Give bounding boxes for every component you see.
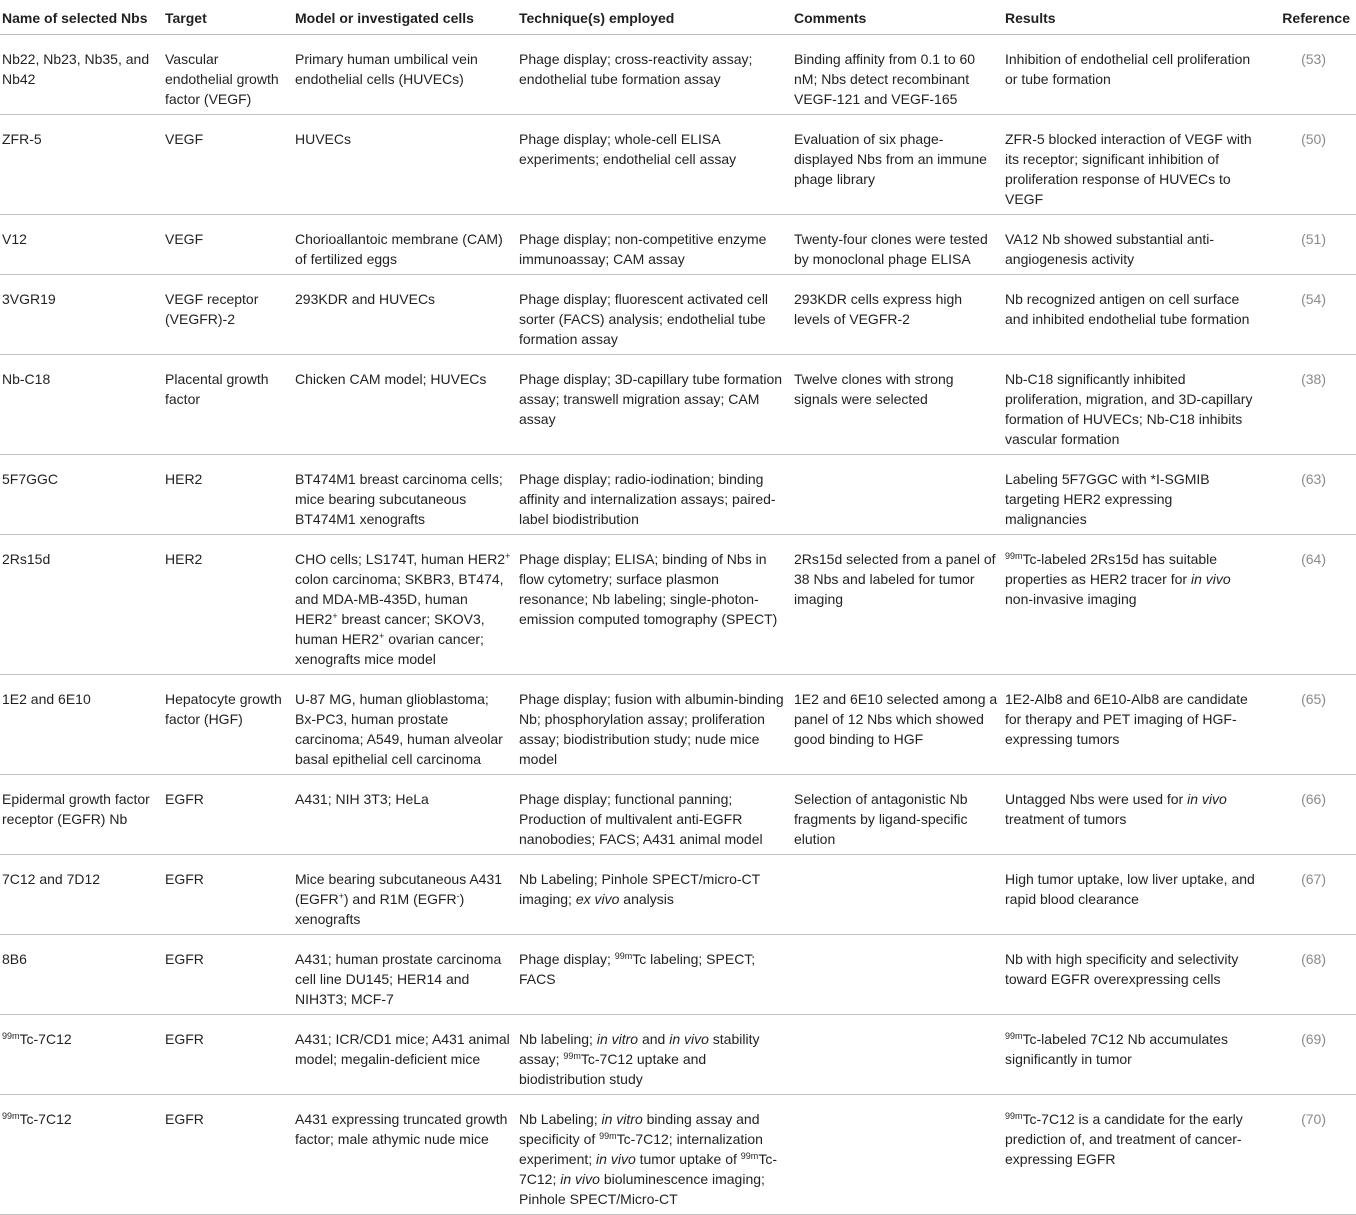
cell-reference[interactable]: (51) bbox=[1261, 215, 1356, 275]
header-reference: Reference bbox=[1261, 0, 1356, 35]
cell-name: 1E2 and 6E10 bbox=[0, 675, 163, 775]
cell-model: A431 expressing truncated growth factor; male athymic nude mice bbox=[293, 1095, 517, 1215]
header-name: Name of selected Nbs bbox=[0, 0, 163, 35]
cell-name: Nb22, Nb23, Nb35, and Nb42 bbox=[0, 35, 163, 115]
cell-results: Labeling 5F7GGC with *I-SGMIB targeting HER2 expressing malignancies bbox=[1003, 455, 1261, 535]
cell-model: Chicken CAM model; HUVECs bbox=[293, 355, 517, 455]
cell-model: A431; ICR/CD1 mice; A431 animal model; megalin-deficient mice bbox=[293, 1015, 517, 1095]
cell-results: $^{99m}$Tc-labeled 2Rs15d has suitable properties as HER2 tracer for in vivo non-invasive imaging bbox=[1003, 535, 1261, 675]
cell-reference[interactable]: (70) bbox=[1261, 1095, 1356, 1215]
cell-reference[interactable]: (54) bbox=[1261, 275, 1356, 355]
table-row bbox=[0, 935, 1356, 1015]
cell-name: 7C12 and 7D12 bbox=[0, 855, 163, 935]
cell-model: 293KDR and HUVECs bbox=[293, 275, 517, 355]
header-model: Model or investigated cells bbox=[293, 0, 517, 35]
cell-comments: Twelve clones with strong signals were selected bbox=[792, 355, 1003, 455]
cell-results: Untagged Nbs were used for in vivo treatment of tumors bbox=[1003, 775, 1261, 855]
cell-reference[interactable]: (65) bbox=[1261, 675, 1356, 775]
cell-target: EGFR bbox=[163, 1015, 293, 1095]
cell-model: CHO cells; LS174T, human HER2+ colon carcinoma; SKBR3, BT474, and MDA-MB-435D, human HER2+ breast cancer; SKOV3, human HER2+ ovarian cancer; xenografts mice model bbox=[293, 535, 517, 675]
cell-reference[interactable]: (69) bbox=[1261, 1015, 1356, 1095]
cell-target: Vascular endothelial growth factor (VEGF) bbox=[163, 35, 293, 115]
header-results: Results bbox=[1003, 0, 1261, 35]
cell-reference[interactable]: (63) bbox=[1261, 455, 1356, 535]
cell-technique: Phage display; ELISA; binding of Nbs in flow cytometry; surface plasmon resonance; Nb labeling; single-photon-emission computed tomography (SPECT) bbox=[517, 535, 792, 675]
cell-comments bbox=[792, 1015, 1003, 1095]
cell-technique: Phage display; whole-cell ELISA experiments; endothelial cell assay bbox=[517, 115, 792, 215]
cell-results: ZFR-5 blocked interaction of VEGF with its receptor; significant inhibition of proliferation response of HUVECs to VEGF bbox=[1003, 115, 1261, 215]
cell-model: BT474M1 breast carcinoma cells; mice bearing subcutaneous BT474M1 xenografts bbox=[293, 455, 517, 535]
cell-technique: Phage display; fusion with albumin-binding Nb; phosphorylation assay; proliferation assay; biodistribution study; nude mice model bbox=[517, 675, 792, 775]
table-row bbox=[0, 275, 1356, 355]
cell-reference[interactable]: (66) bbox=[1261, 775, 1356, 855]
cell-reference[interactable]: (38) bbox=[1261, 355, 1356, 455]
cell-comments: Binding affinity from 0.1 to 60 nM; Nbs detect recombinant VEGF-121 and VEGF-165 bbox=[792, 35, 1003, 115]
cell-target: HER2 bbox=[163, 535, 293, 675]
cell-technique: Phage display; fluorescent activated cell sorter (FACS) analysis; endothelial tube formation assay bbox=[517, 275, 792, 355]
header-target: Target bbox=[163, 0, 293, 35]
cell-reference[interactable]: (53) bbox=[1261, 35, 1356, 115]
cell-model: A431; human prostate carcinoma cell line DU145; HER14 and NIH3T3; MCF-7 bbox=[293, 935, 517, 1015]
table-row bbox=[0, 455, 1356, 535]
cell-technique: Phage display; functional panning; Production of multivalent anti-EGFR nanobodies; FACS; A431 animal model bbox=[517, 775, 792, 855]
cell-name: Nb-C18 bbox=[0, 355, 163, 455]
table-row bbox=[0, 215, 1356, 275]
table-row bbox=[0, 675, 1356, 775]
table-row bbox=[0, 1095, 1356, 1215]
cell-model: Mice bearing subcutaneous A431 (EGFR+) and R1M (EGFR-) xenografts bbox=[293, 855, 517, 935]
header-comments: Comments bbox=[792, 0, 1003, 35]
cell-technique: Nb labeling; in vitro and in vivo stability assay; $^{99m}$Tc-7C12 uptake and biodistribution study bbox=[517, 1015, 792, 1095]
table-row bbox=[0, 535, 1356, 675]
cell-results: $^{99m}$Tc-7C12 is a candidate for the early prediction of, and treatment of cancer-expressing EGFR bbox=[1003, 1095, 1261, 1215]
cell-technique: Phage display; non-competitive enzyme immunoassay; CAM assay bbox=[517, 215, 792, 275]
cell-results: Nb with high specificity and selectivity toward EGFR overexpressing cells bbox=[1003, 935, 1261, 1015]
cell-results: High tumor uptake, low liver uptake, and rapid blood clearance bbox=[1003, 855, 1261, 935]
cell-results: Inhibition of endothelial cell proliferation or tube formation bbox=[1003, 35, 1261, 115]
table-row bbox=[0, 855, 1356, 935]
cell-target: EGFR bbox=[163, 1095, 293, 1215]
cell-model: U-87 MG, human glioblastoma; Bx-PC3, human prostate carcinoma; A549, human alveolar basal epithelial cell carcinoma bbox=[293, 675, 517, 775]
cell-results: 1E2-Alb8 and 6E10-Alb8 are candidate for therapy and PET imaging of HGF-expressing tumors bbox=[1003, 675, 1261, 775]
cell-name: 3VGR19 bbox=[0, 275, 163, 355]
cell-target: VEGF bbox=[163, 215, 293, 275]
cell-comments: 1E2 and 6E10 selected among a panel of 12 Nbs which showed good binding to HGF bbox=[792, 675, 1003, 775]
cell-target: Placental growth factor bbox=[163, 355, 293, 455]
cell-model: Primary human umbilical vein endothelial cells (HUVECs) bbox=[293, 35, 517, 115]
cell-target: EGFR bbox=[163, 775, 293, 855]
cell-reference[interactable]: (64) bbox=[1261, 535, 1356, 675]
header-row bbox=[0, 0, 1356, 35]
cell-name: ZFR-5 bbox=[0, 115, 163, 215]
cell-target: HER2 bbox=[163, 455, 293, 535]
cell-name: 2Rs15d bbox=[0, 535, 163, 675]
cell-target: EGFR bbox=[163, 935, 293, 1015]
cell-target: VEGF bbox=[163, 115, 293, 215]
cell-results: Nb recognized antigen on cell surface and inhibited endothelial tube formation bbox=[1003, 275, 1261, 355]
cell-comments bbox=[792, 855, 1003, 935]
cell-results: $^{99m}$Tc-labeled 7C12 Nb accumulates significantly in tumor bbox=[1003, 1015, 1261, 1095]
table-row bbox=[0, 355, 1356, 455]
cell-reference[interactable]: (68) bbox=[1261, 935, 1356, 1015]
table-row bbox=[0, 35, 1356, 115]
cell-target: VEGF receptor (VEGFR)-2 bbox=[163, 275, 293, 355]
table-header bbox=[0, 0, 1356, 35]
cell-comments: 293KDR cells express high levels of VEGFR-2 bbox=[792, 275, 1003, 355]
cell-reference[interactable]: (67) bbox=[1261, 855, 1356, 935]
table-row bbox=[0, 115, 1356, 215]
cell-comments bbox=[792, 455, 1003, 535]
cell-model: Chorioallantoic membrane (CAM) of fertilized eggs bbox=[293, 215, 517, 275]
cell-comments: Twenty-four clones were tested by monoclonal phage ELISA bbox=[792, 215, 1003, 275]
cell-comments: 2Rs15d selected from a panel of 38 Nbs and labeled for tumor imaging bbox=[792, 535, 1003, 675]
cell-comments: Selection of antagonistic Nb fragments by ligand-specific elution bbox=[792, 775, 1003, 855]
cell-comments bbox=[792, 935, 1003, 1015]
cell-technique: Phage display; cross-reactivity assay; endothelial tube formation assay bbox=[517, 35, 792, 115]
cell-name: $^{99m}$Tc-7C12 bbox=[0, 1015, 163, 1095]
cell-target: EGFR bbox=[163, 855, 293, 935]
cell-comments: Evaluation of six phage-displayed Nbs from an immune phage library bbox=[792, 115, 1003, 215]
cell-name: Epidermal growth factor receptor (EGFR) Nb bbox=[0, 775, 163, 855]
cell-technique: Phage display; 3D-capillary tube formation assay; transwell migration assay; CAM assay bbox=[517, 355, 792, 455]
cell-name: $^{99m}$Tc-7C12 bbox=[0, 1095, 163, 1215]
cell-technique: Nb Labeling; in vitro binding assay and specificity of $^{99m}$Tc-7C12; internalization experiment; in vivo tumor uptake of $^{99m}$Tc-7C12; in vivo bioluminescence imaging; Pinhole SPECT/Micro-CT bbox=[517, 1095, 792, 1215]
cell-name: V12 bbox=[0, 215, 163, 275]
cell-target: Hepatocyte growth factor (HGF) bbox=[163, 675, 293, 775]
cell-name: 8B6 bbox=[0, 935, 163, 1015]
cell-model: A431; NIH 3T3; HeLa bbox=[293, 775, 517, 855]
table-row bbox=[0, 775, 1356, 855]
cell-model: HUVECs bbox=[293, 115, 517, 215]
cell-technique: Nb Labeling; Pinhole SPECT/micro-CT imaging; ex vivo analysis bbox=[517, 855, 792, 935]
header-technique: Technique(s) employed bbox=[517, 0, 792, 35]
cell-comments bbox=[792, 1095, 1003, 1215]
cell-results: VA12 Nb showed substantial anti-angiogenesis activity bbox=[1003, 215, 1261, 275]
cell-results: Nb-C18 significantly inhibited proliferation, migration, and 3D-capillary formation of HUVECs; Nb-C18 inhibits vascular formation bbox=[1003, 355, 1261, 455]
cell-reference[interactable]: (50) bbox=[1261, 115, 1356, 215]
cell-technique: Phage display; $^{99m}$Tc labeling; SPECT; FACS bbox=[517, 935, 792, 1015]
cell-technique: Phage display; radio-iodination; binding affinity and internalization assays; paired-label biodistribution bbox=[517, 455, 792, 535]
cell-name: 5F7GGC bbox=[0, 455, 163, 535]
table-body bbox=[0, 35, 1356, 1215]
table-row bbox=[0, 1015, 1356, 1095]
